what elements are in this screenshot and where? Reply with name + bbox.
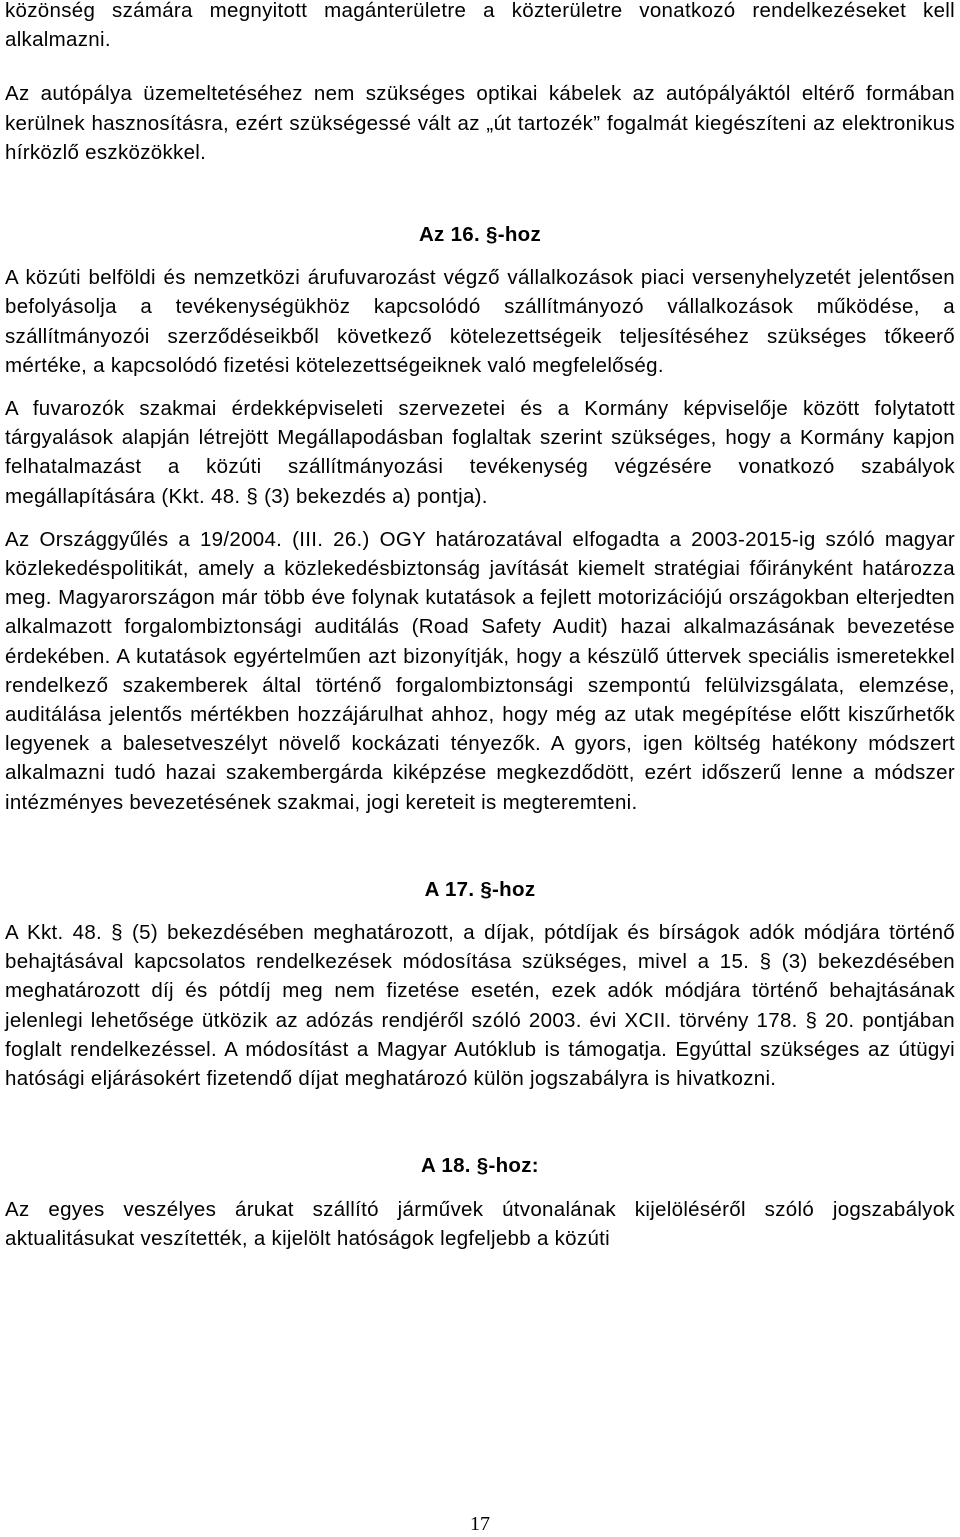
paragraph-carrier-agreement: A fuvarozók szakmai érdekképviseleti szervezetei és a Kormány képviselője között folytatott tárgyalások alapján létrejött Megállapodásban foglaltak szerint szükséges, hogy a Kormány kapjon felhatalmazást a közúti szállítmányozási tevékenység végzésére vonatkozó szabályok megállapítására (Kkt. 48. § (3) bekezdés a) pontja). [5, 397, 955, 508]
spacer [5, 904, 955, 918]
section-heading-16: Az 16. §-hoz [418, 223, 542, 247]
paragraph-freight-competition: A közúti belföldi és nemzetközi árufuvarozást végző vállalkozások piaci versenyhelyzetét jelentősen befolyásolja a tevékenységükhöz kapcsolódó szállítmányozó vállalkozások működése, a szállítmányozói szerződéseikből következő kötelezettségeik teljesítéséhez szükséges tőkeerő mértéke, a kapcsolódó fizetési kötelezettségeiknek való megfelelőség. [5, 266, 955, 377]
paragraph-public-area: közönség számára megnyitott magánterületre a közterületre vonatkozó rendelkezéseket kell alkalmazni. [5, 0, 955, 52]
spacer [5, 1181, 955, 1195]
paragraph-fees-collection: A Kkt. 48. § (5) bekezdésében meghatározott, a díjak, pótdíjak és bírságok adók módjára történő behajtásával kapcsolatos rendelkezések módosítása szükséges, mivel a 15. § (3) bekezdésében meghatározott díj és pótdíj meg nem fizetése esetén, ezek adók módjára történő behajtásának jelenlegi lehetősége ütközik az adózás rendjéről szóló 2003. évi XCII. törvény 178. § 20. pontjában foglalt rendelkezéssel. A módosítást a Magyar Autóklub is támogatja. Egyúttal szükséges az útügyi hatósági eljárásokért fizetendő díjat meghatározó külön jogszabályra is hivatkozni. [5, 921, 955, 1091]
section-heading-18: A 18. §-hoz: [421, 1154, 539, 1178]
spacer [5, 1093, 955, 1151]
spacer [5, 249, 955, 263]
spacer [5, 380, 955, 394]
page-number: 17 [470, 1513, 490, 1535]
paragraph-optical-cables: Az autópálya üzemeltetéséhez nem szükséges optikai kábelek az autópályáktól eltérő formában kerülnek hasznosításra, ezért szükségessé vált az „út tartozék” fogalmát kiegészíteni az elektronikus hírközlő eszközökkel. [5, 82, 955, 164]
paragraph-road-safety-audit: Az Országgyűlés a 19/2004. (III. 26.) OGY határozatával elfogadta a 2003-2015-ig szóló magyar közlekedéspolitikát, amely a közlekedésbiztonság javítását kiemelt stratégiai főirányként határozza meg. Magyarországon már több éve folynak kutatások a fejlett motorizációjú országokban elterjedten alkalmazott forgalombiztonsági auditálás (Road Safety Audit) hazai alkalmazásának bevezetése érdekében. A kutatások egyértelműen azt bizonyítják, hogy a készülő úttervek speciális ismeretekkel rendelkező szakemberek által történő forgalombiztonsági szempontú felülvizsgálata, elemzése, auditálása jelentős mértékben hozzájárulhat ahhoz, hogy még az utak megépítése előtt kiszűrhetők legyenek a balesetveszélyt növelő kockázati tényezők. A gyors, igen költség hatékony módszert alkalmazni tudó hazai szakembergárda kiképzése megkezdődött, ezért időszerű lenne a módszer intézményes bevezetésének szakmai, jogi kereteit is megteremteni. [5, 527, 955, 814]
spacer [5, 167, 955, 220]
paragraph-dangerous-goods: Az egyes veszélyes árukat szállító járművek útvonalának kijelöléséről szóló jogszabályok aktualitásukat veszítették, a kijelölt hatóságok legfeljebb a közúti [5, 1197, 955, 1250]
document-page [5, 0, 955, 1253]
spacer [5, 54, 955, 79]
spacer [5, 817, 955, 875]
spacer [5, 511, 955, 525]
section-heading-17: A 17. §-hoz [424, 877, 536, 901]
